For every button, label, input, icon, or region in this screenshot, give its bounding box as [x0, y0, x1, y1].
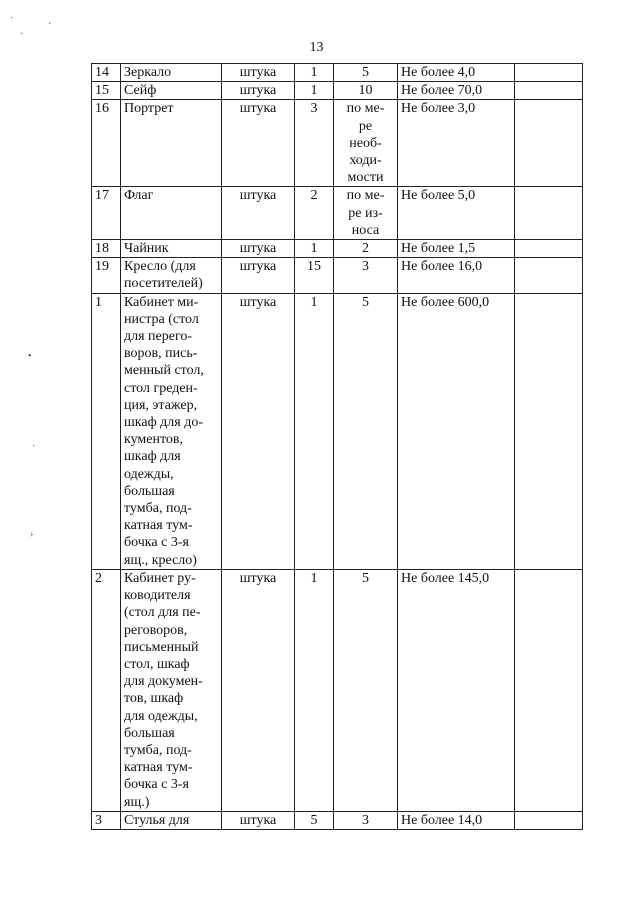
- row-number-cell: 1: [92, 293, 121, 569]
- scan-speck: ·: [32, 441, 36, 452]
- item-name-cell: Стулья для: [121, 811, 222, 829]
- quantity-cell: 3: [295, 100, 334, 187]
- scan-speck: ›: [30, 529, 34, 540]
- price-limit-cell: Не более 3,0: [398, 100, 515, 187]
- notes-cell: [515, 64, 583, 82]
- items-table-body: [92, 64, 583, 830]
- table-row: [92, 293, 583, 569]
- unit-cell: штука: [222, 240, 295, 258]
- price-limit-cell: Не более 145,0: [398, 569, 515, 811]
- quantity-cell: 1: [295, 64, 334, 82]
- service-period-cell: 3: [334, 258, 398, 293]
- price-limit-cell: Не более 16,0: [398, 258, 515, 293]
- price-limit-cell: Не более 600,0: [398, 293, 515, 569]
- items-table: [91, 63, 583, 830]
- notes-cell: [515, 293, 583, 569]
- scan-speck: ·: [48, 19, 52, 30]
- price-limit-cell: Не более 5,0: [398, 187, 515, 240]
- service-period-cell: 5: [334, 569, 398, 811]
- notes-cell: [515, 187, 583, 240]
- price-limit-cell: Не более 1,5: [398, 240, 515, 258]
- scan-speck: ·: [20, 29, 24, 40]
- item-name-cell: Портрет: [121, 100, 222, 187]
- item-name-cell: Зеркало: [121, 64, 222, 82]
- quantity-cell: 1: [295, 240, 334, 258]
- notes-cell: [515, 82, 583, 100]
- service-period-cell: 5: [334, 293, 398, 569]
- unit-cell: штука: [222, 258, 295, 293]
- quantity-cell: 1: [295, 293, 334, 569]
- table-row: [92, 64, 583, 82]
- item-name-cell: Кабинет ру- ководителя (стол для пе- реговоров, письменный стол, шкаф для докумен- тов, шкаф для одежды, большая тумба, под- катная тум- бочка с 3-я ящ.): [121, 569, 222, 811]
- unit-cell: штука: [222, 100, 295, 187]
- row-number-cell: 18: [92, 240, 121, 258]
- row-number-cell: 3: [92, 811, 121, 829]
- unit-cell: штука: [222, 293, 295, 569]
- notes-cell: [515, 569, 583, 811]
- notes-cell: [515, 240, 583, 258]
- service-period-cell: 2: [334, 240, 398, 258]
- unit-cell: штука: [222, 64, 295, 82]
- table-row: [92, 82, 583, 100]
- service-period-cell: 10: [334, 82, 398, 100]
- row-number-cell: 19: [92, 258, 121, 293]
- scan-speck: •: [28, 351, 32, 362]
- item-name-cell: Кабинет ми- нистра (стол для перего- воров, пись- менный стол, стол греден- ция, этажер, шкаф для до- кументов, шкаф для одежды, большая тумба, под- катная тум- бочка с 3-я ящ., кресло): [121, 293, 222, 569]
- item-name-cell: Кресло (для посетителей): [121, 258, 222, 293]
- quantity-cell: 5: [295, 811, 334, 829]
- price-limit-cell: Не более 70,0: [398, 82, 515, 100]
- price-limit-cell: Не более 4,0: [398, 64, 515, 82]
- table-row: [92, 187, 583, 240]
- item-name-cell: Флаг: [121, 187, 222, 240]
- notes-cell: [515, 100, 583, 187]
- notes-cell: [515, 258, 583, 293]
- row-number-cell: 17: [92, 187, 121, 240]
- quantity-cell: 1: [295, 82, 334, 100]
- item-name-cell: Чайник: [121, 240, 222, 258]
- service-period-cell: 3: [334, 811, 398, 829]
- row-number-cell: 14: [92, 64, 121, 82]
- table-row: [92, 258, 583, 293]
- row-number-cell: 16: [92, 100, 121, 187]
- price-limit-cell: Не более 14,0: [398, 811, 515, 829]
- unit-cell: штука: [222, 187, 295, 240]
- page-number: 13: [309, 40, 324, 55]
- service-period-cell: по ме- ре из- носа: [334, 187, 398, 240]
- service-period-cell: 5: [334, 64, 398, 82]
- row-number-cell: 2: [92, 569, 121, 811]
- row-number-cell: 15: [92, 82, 121, 100]
- table-row: [92, 100, 583, 187]
- table-row: [92, 240, 583, 258]
- unit-cell: штука: [222, 82, 295, 100]
- service-period-cell: по ме- ре необ- ходи- мости: [334, 100, 398, 187]
- unit-cell: штука: [222, 569, 295, 811]
- notes-cell: [515, 811, 583, 829]
- table-row: [92, 811, 583, 829]
- unit-cell: штука: [222, 811, 295, 829]
- scan-speck: ·: [10, 13, 14, 24]
- item-name-cell: Сейф: [121, 82, 222, 100]
- quantity-cell: 2: [295, 187, 334, 240]
- quantity-cell: 15: [295, 258, 334, 293]
- table-row: [92, 569, 583, 811]
- quantity-cell: 1: [295, 569, 334, 811]
